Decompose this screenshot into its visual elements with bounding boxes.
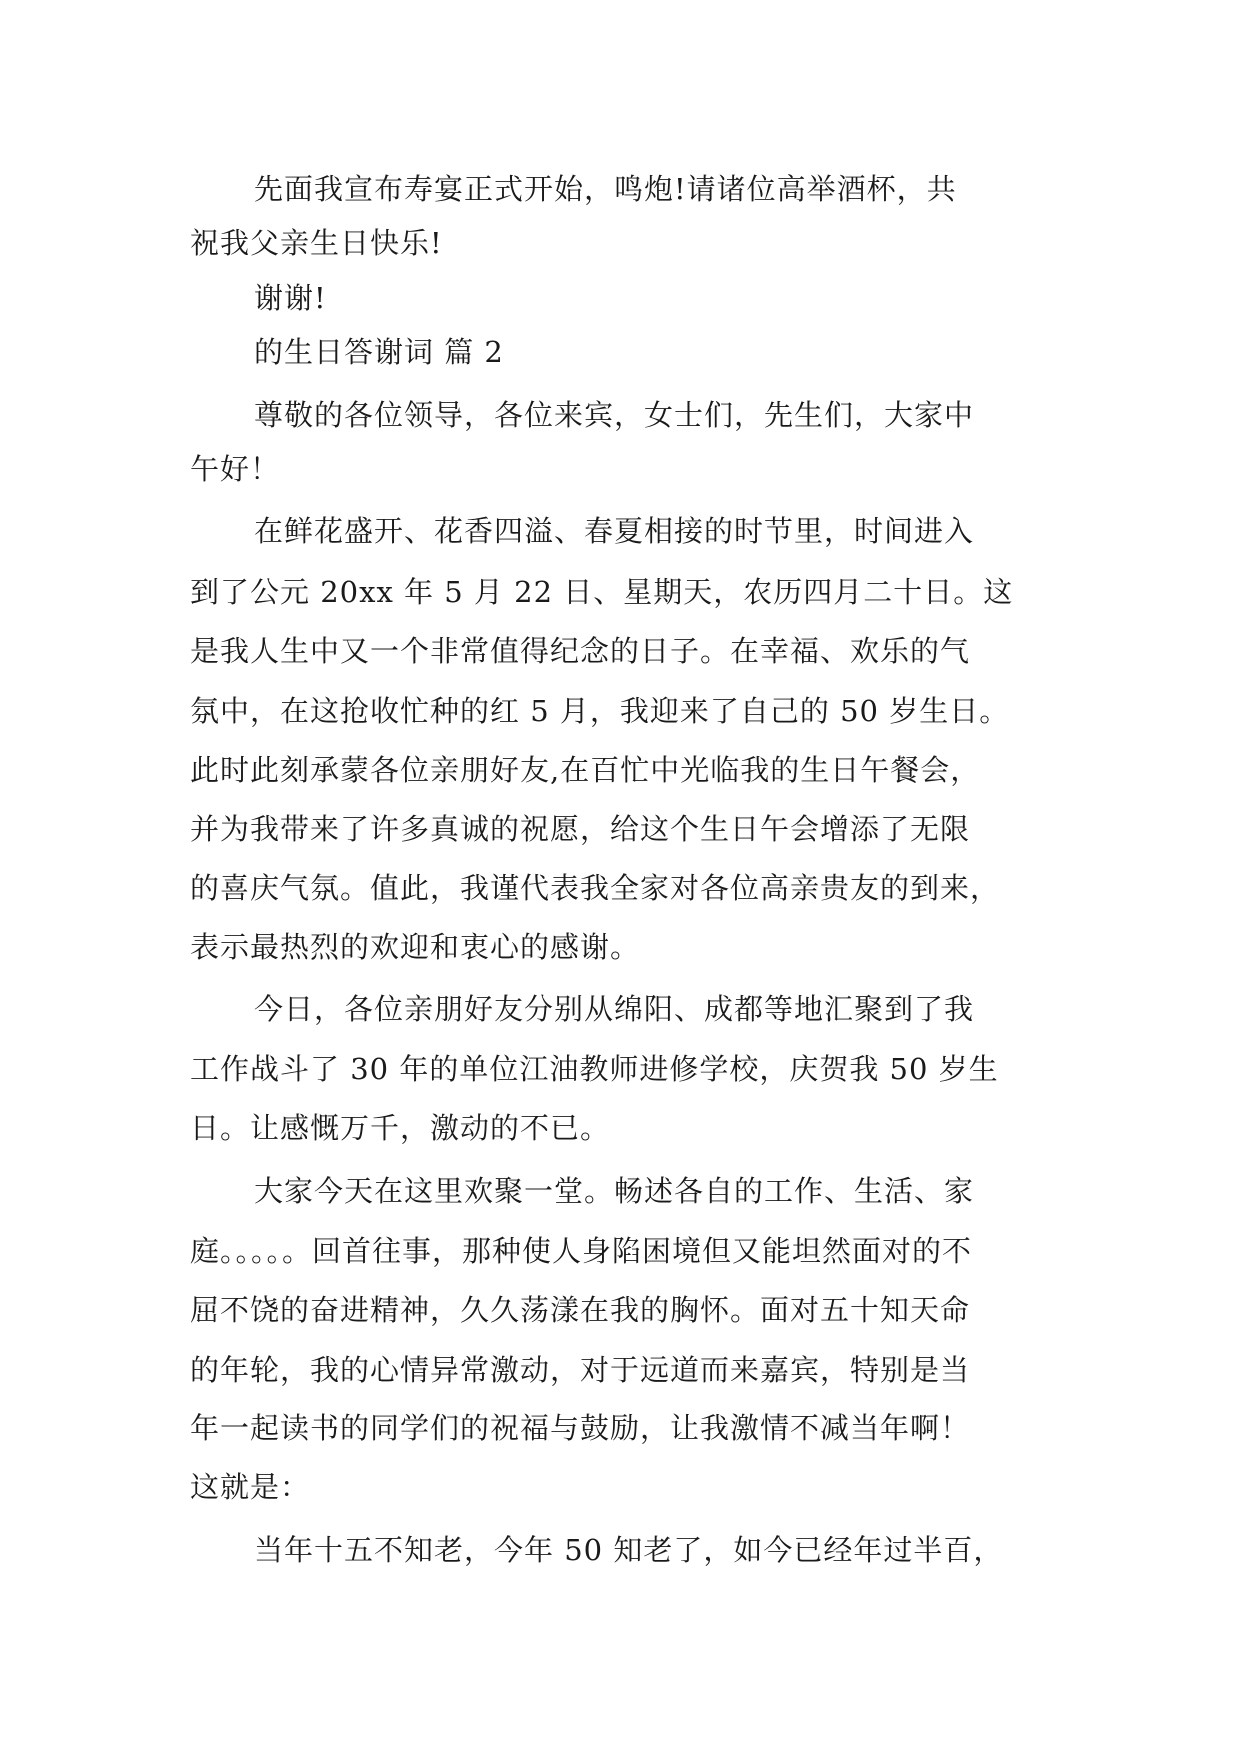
text-line: 并为我带来了许多真诚的祝愿，给这个生日午会增添了无限 [190,812,971,846]
text-line: 的喜庆气氛。值此，我谨代表我全家对各位高亲贵友的到来， [190,871,1001,905]
section-heading: 的生日答谢词 篇 2 [254,335,504,369]
text-line: 的年轮，我的心情异常激动，对于远道而来嘉宾，特别是当 [190,1353,971,1387]
text-line: 当年十五不知老，今年 50 知老了，如今已经年过半百， [254,1533,1004,1567]
text-line: 工作战斗了 30 年的单位江油教师进修学校，庆贺我 50 岁生 [190,1052,999,1086]
text-line: 谢谢! [254,281,327,315]
text-line: 这就是： [190,1470,311,1504]
text-line: 氛中，在这抢收忙种的红 5 月，我迎来了自己的 50 岁生日。 [190,694,1010,728]
text-line: 尊敬的各位领导，各位来宾，女士们，先生们，大家中 [254,398,975,432]
text-line: 庭。。。。。回首往事，那种使人身陷困境但又能坦然面对的不 [190,1234,973,1268]
text-line: 今日，各位亲朋好友分别从绵阳、成都等地汇聚到了我 [254,992,975,1026]
text-line: 表示最热烈的欢迎和衷心的感谢。 [190,930,641,964]
text-line: 在鲜花盛开、花香四溢、春夏相接的时节里，时间进入 [254,514,975,548]
text-line: 先面我宣布寿宴正式开始，鸣炮!请诸位高举酒杯，共 [254,172,957,206]
text-line: 大家今天在这里欢聚一堂。畅述各自的工作、生活、家 [254,1174,975,1208]
text-line: 年一起读书的同学们的祝福与鼓励，让我激情不减当年啊！ [190,1411,971,1445]
text-line: 此时此刻承蒙各位亲朋好友,在百忙中光临我的生日午餐会， [190,753,981,787]
text-line: 到了公元 20xx 年 5 月 22 日、星期天，农历四月二十日。这 [190,575,1014,609]
text-line: 是我人生中又一个非常值得纪念的日子。在幸福、欢乐的气 [190,634,971,668]
text-line: 午好！ [190,452,281,486]
text-line: 屈不饶的奋进精神，久久荡漾在我的胸怀。面对五十知天命 [190,1293,971,1327]
text-line: 祝我父亲生日快乐! [190,226,443,260]
text-line: 日。让感慨万千，激动的不已。 [190,1111,611,1145]
